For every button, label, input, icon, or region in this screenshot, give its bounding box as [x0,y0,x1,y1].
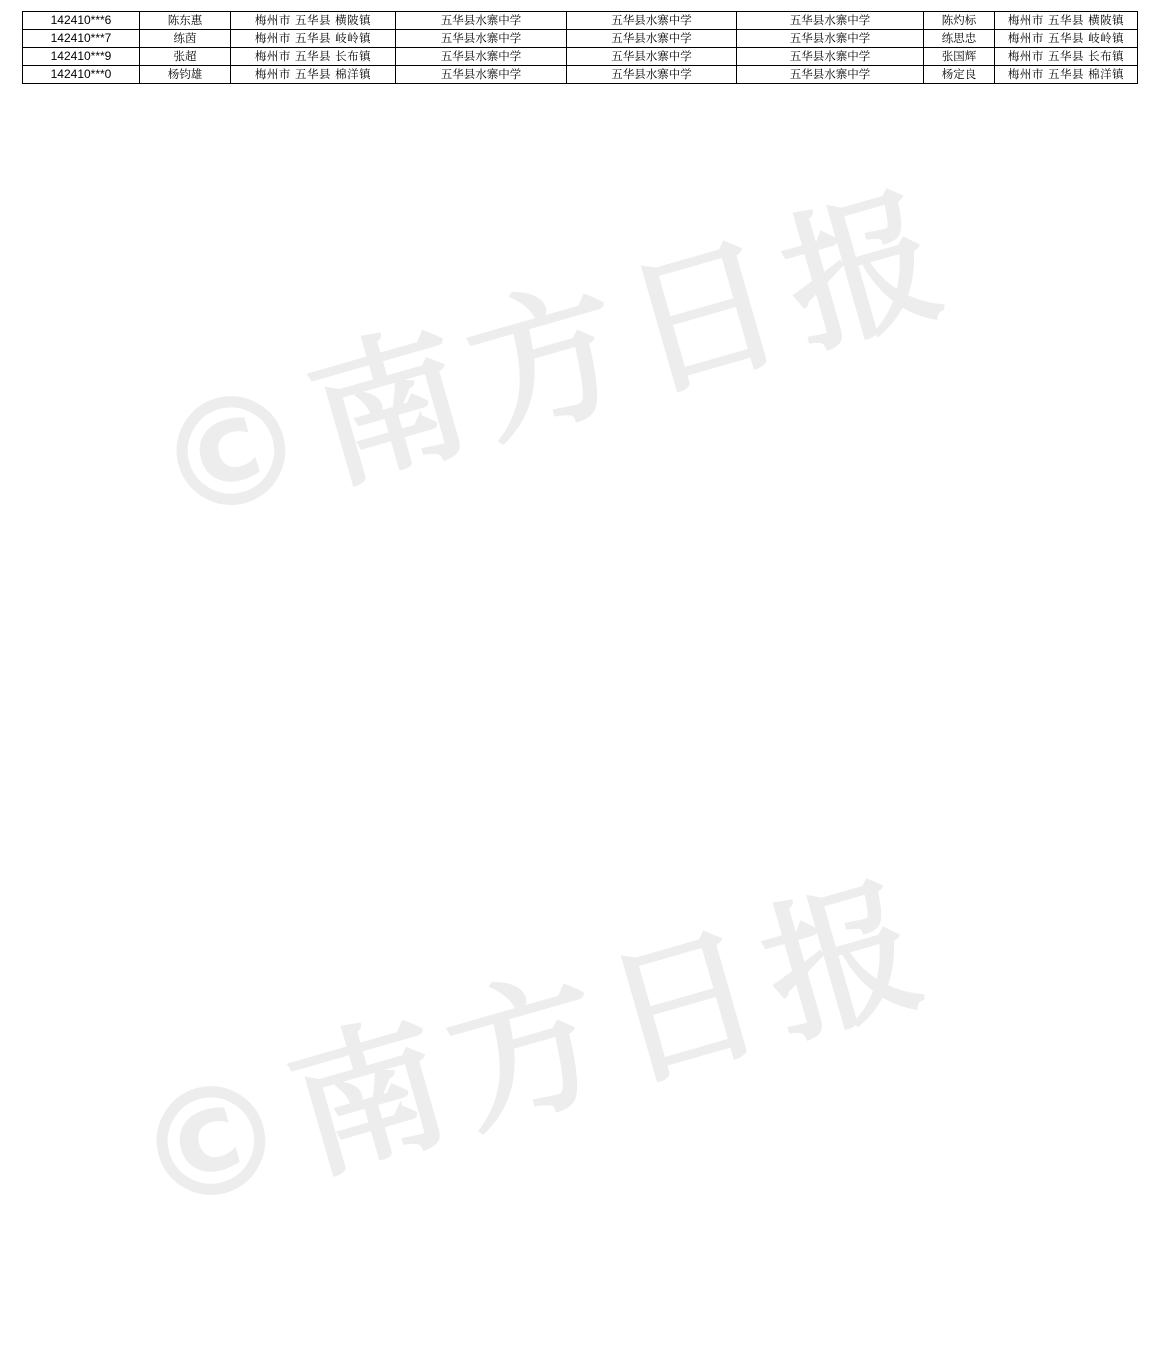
table-row [23,48,1138,66]
table-row [23,12,1138,30]
school-2: 五华县水寨中学 [567,30,737,48]
guardian-name: 陈灼标 [924,12,995,30]
school-3: 五华县水寨中学 [737,12,924,30]
student-name: 练茵 [140,30,231,48]
home-address: 梅州市 五华县 棉洋镇 [231,66,396,84]
school-2: 五华县水寨中学 [567,12,737,30]
school-2: 五华县水寨中学 [567,48,737,66]
student-name: 张超 [140,48,231,66]
table-row [23,30,1138,48]
student-id: 142410***7 [23,30,140,48]
school-3: 五华县水寨中学 [737,66,924,84]
home-address: 梅州市 五华县 长布镇 [231,48,396,66]
school-1: 五华县水寨中学 [396,12,567,30]
student-id: 142410***0 [23,66,140,84]
home-address: 梅州市 五华县 岐岭镇 [231,30,396,48]
watermark: ©南方日报 [135,164,972,559]
table-row [23,66,1138,84]
student-id: 142410***9 [23,48,140,66]
student-id: 142410***6 [23,12,140,30]
school-1: 五华县水寨中学 [396,66,567,84]
school-3: 五华县水寨中学 [737,48,924,66]
home-address: 梅州市 五华县 横陂镇 [231,12,396,30]
guardian-address: 梅州市 五华县 岐岭镇 [995,30,1138,48]
guardian-name: 练思忠 [924,30,995,48]
guardian-name: 张国辉 [924,48,995,66]
school-3: 五华县水寨中学 [737,30,924,48]
school-1: 五华县水寨中学 [396,30,567,48]
guardian-address: 梅州市 五华县 棉洋镇 [995,66,1138,84]
school-2: 五华县水寨中学 [567,66,737,84]
watermark: ©南方日报 [115,854,952,1249]
student-name: 陈东惠 [140,12,231,30]
school-1: 五华县水寨中学 [396,48,567,66]
guardian-address: 梅州市 五华县 横陂镇 [995,12,1138,30]
guardian-name: 杨定良 [924,66,995,84]
student-name: 杨钧雄 [140,66,231,84]
guardian-address: 梅州市 五华县 长布镇 [995,48,1138,66]
admission-table [22,11,1138,84]
